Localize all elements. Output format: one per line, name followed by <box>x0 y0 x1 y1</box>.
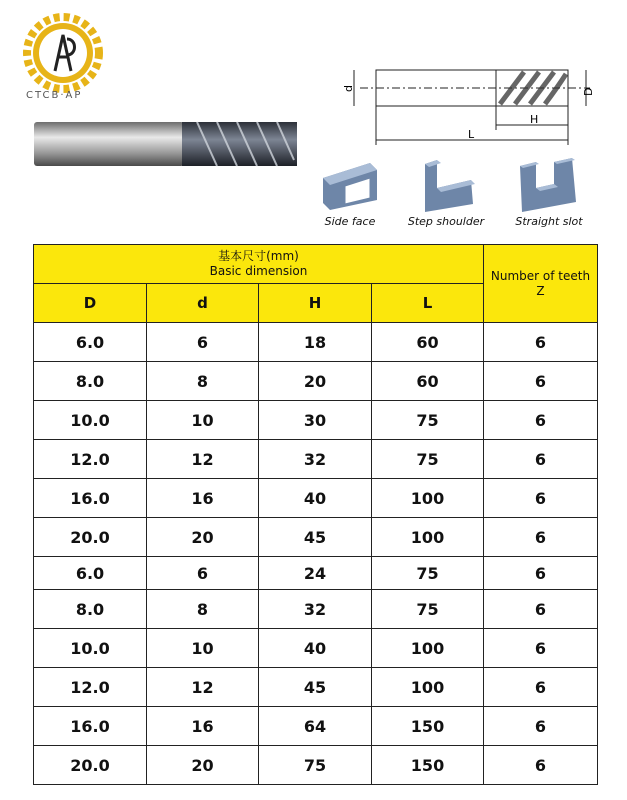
table-row <box>34 401 598 440</box>
cell-d: 20 <box>147 518 259 557</box>
table-row <box>34 707 598 746</box>
col-header-D: D <box>34 284 147 323</box>
cell-Z: 6 <box>484 401 598 440</box>
table-row <box>34 323 598 362</box>
col-header-d: d <box>147 284 259 323</box>
cell-D: 20.0 <box>34 518 147 557</box>
teeth-header-line2: Z <box>536 283 545 298</box>
dimension-table <box>33 244 598 785</box>
op-side-face-label: Side face <box>324 215 376 228</box>
cell-D: 10.0 <box>34 629 147 668</box>
op-step-shoulder <box>396 158 496 228</box>
logo-text: CTCB·AP <box>26 90 83 101</box>
cell-H: 24 <box>259 557 372 590</box>
basic-dimension-cn: 基本尺寸(mm) <box>218 249 299 263</box>
straight-slot-icon <box>514 158 584 213</box>
cell-Z: 6 <box>484 323 598 362</box>
cell-D: 8.0 <box>34 362 147 401</box>
cell-H: 32 <box>259 590 372 629</box>
basic-dimension-header <box>34 245 484 284</box>
cell-D: 12.0 <box>34 668 147 707</box>
table-row <box>34 557 598 590</box>
teeth-header <box>484 245 598 323</box>
op-step-shoulder-label: Step shoulder <box>407 215 485 228</box>
cell-d: 10 <box>147 629 259 668</box>
table-row <box>34 440 598 479</box>
cell-Z: 6 <box>484 557 598 590</box>
table-row <box>34 668 598 707</box>
cell-L: 150 <box>372 746 484 785</box>
table-row <box>34 479 598 518</box>
gear-logo-icon <box>18 8 108 98</box>
cell-H: 75 <box>259 746 372 785</box>
cell-L: 60 <box>372 323 484 362</box>
cell-d: 16 <box>147 707 259 746</box>
cell-Z: 6 <box>484 668 598 707</box>
cell-D: 16.0 <box>34 707 147 746</box>
cell-L: 100 <box>372 479 484 518</box>
cell-d: 8 <box>147 362 259 401</box>
cell-H: 32 <box>259 440 372 479</box>
cell-Z: 6 <box>484 707 598 746</box>
table-row <box>34 590 598 629</box>
cell-D: 20.0 <box>34 746 147 785</box>
dim-L-label: L <box>468 128 475 141</box>
cell-L: 75 <box>372 401 484 440</box>
cell-D: 10.0 <box>34 401 147 440</box>
cell-Z: 6 <box>484 479 598 518</box>
cell-Z: 6 <box>484 629 598 668</box>
col-header-H: H <box>259 284 372 323</box>
table-row <box>34 362 598 401</box>
step-shoulder-icon <box>411 158 481 213</box>
cell-L: 75 <box>372 557 484 590</box>
cell-D: 6.0 <box>34 557 147 590</box>
cell-H: 18 <box>259 323 372 362</box>
cell-Z: 6 <box>484 590 598 629</box>
cell-d: 20 <box>147 746 259 785</box>
cell-Z: 6 <box>484 362 598 401</box>
cell-d: 12 <box>147 440 259 479</box>
table-row <box>34 746 598 785</box>
op-side-face <box>300 158 400 228</box>
end-mill-photo <box>32 118 300 170</box>
op-straight-slot-label: Straight slot <box>515 215 583 228</box>
cell-H: 40 <box>259 479 372 518</box>
cell-D: 8.0 <box>34 590 147 629</box>
cell-L: 100 <box>372 518 484 557</box>
col-header-L: L <box>372 284 484 323</box>
basic-dimension-en: Basic dimension <box>209 264 308 278</box>
side-face-icon <box>315 158 385 213</box>
dim-d-label: d <box>342 85 355 92</box>
cell-L: 150 <box>372 707 484 746</box>
cell-H: 20 <box>259 362 372 401</box>
cell-d: 6 <box>147 323 259 362</box>
cell-d: 10 <box>147 401 259 440</box>
technical-drawing <box>340 60 605 155</box>
cell-Z: 6 <box>484 746 598 785</box>
cell-H: 64 <box>259 707 372 746</box>
cell-d: 16 <box>147 479 259 518</box>
dim-D-label: D <box>582 87 595 96</box>
table-row <box>34 518 598 557</box>
table-row <box>34 629 598 668</box>
dim-H-label: H <box>530 113 539 126</box>
cell-d: 12 <box>147 668 259 707</box>
cell-H: 45 <box>259 668 372 707</box>
cell-D: 12.0 <box>34 440 147 479</box>
cell-H: 30 <box>259 401 372 440</box>
cell-L: 75 <box>372 440 484 479</box>
cell-Z: 6 <box>484 440 598 479</box>
cell-H: 45 <box>259 518 372 557</box>
cell-L: 100 <box>372 668 484 707</box>
op-straight-slot <box>499 158 599 228</box>
cell-d: 8 <box>147 590 259 629</box>
teeth-header-line1: Number of teeth <box>490 268 591 283</box>
cell-L: 60 <box>372 362 484 401</box>
cell-d: 6 <box>147 557 259 590</box>
cell-H: 40 <box>259 629 372 668</box>
cell-D: 16.0 <box>34 479 147 518</box>
cell-Z: 6 <box>484 518 598 557</box>
cell-D: 6.0 <box>34 323 147 362</box>
cell-L: 100 <box>372 629 484 668</box>
cell-L: 75 <box>372 590 484 629</box>
